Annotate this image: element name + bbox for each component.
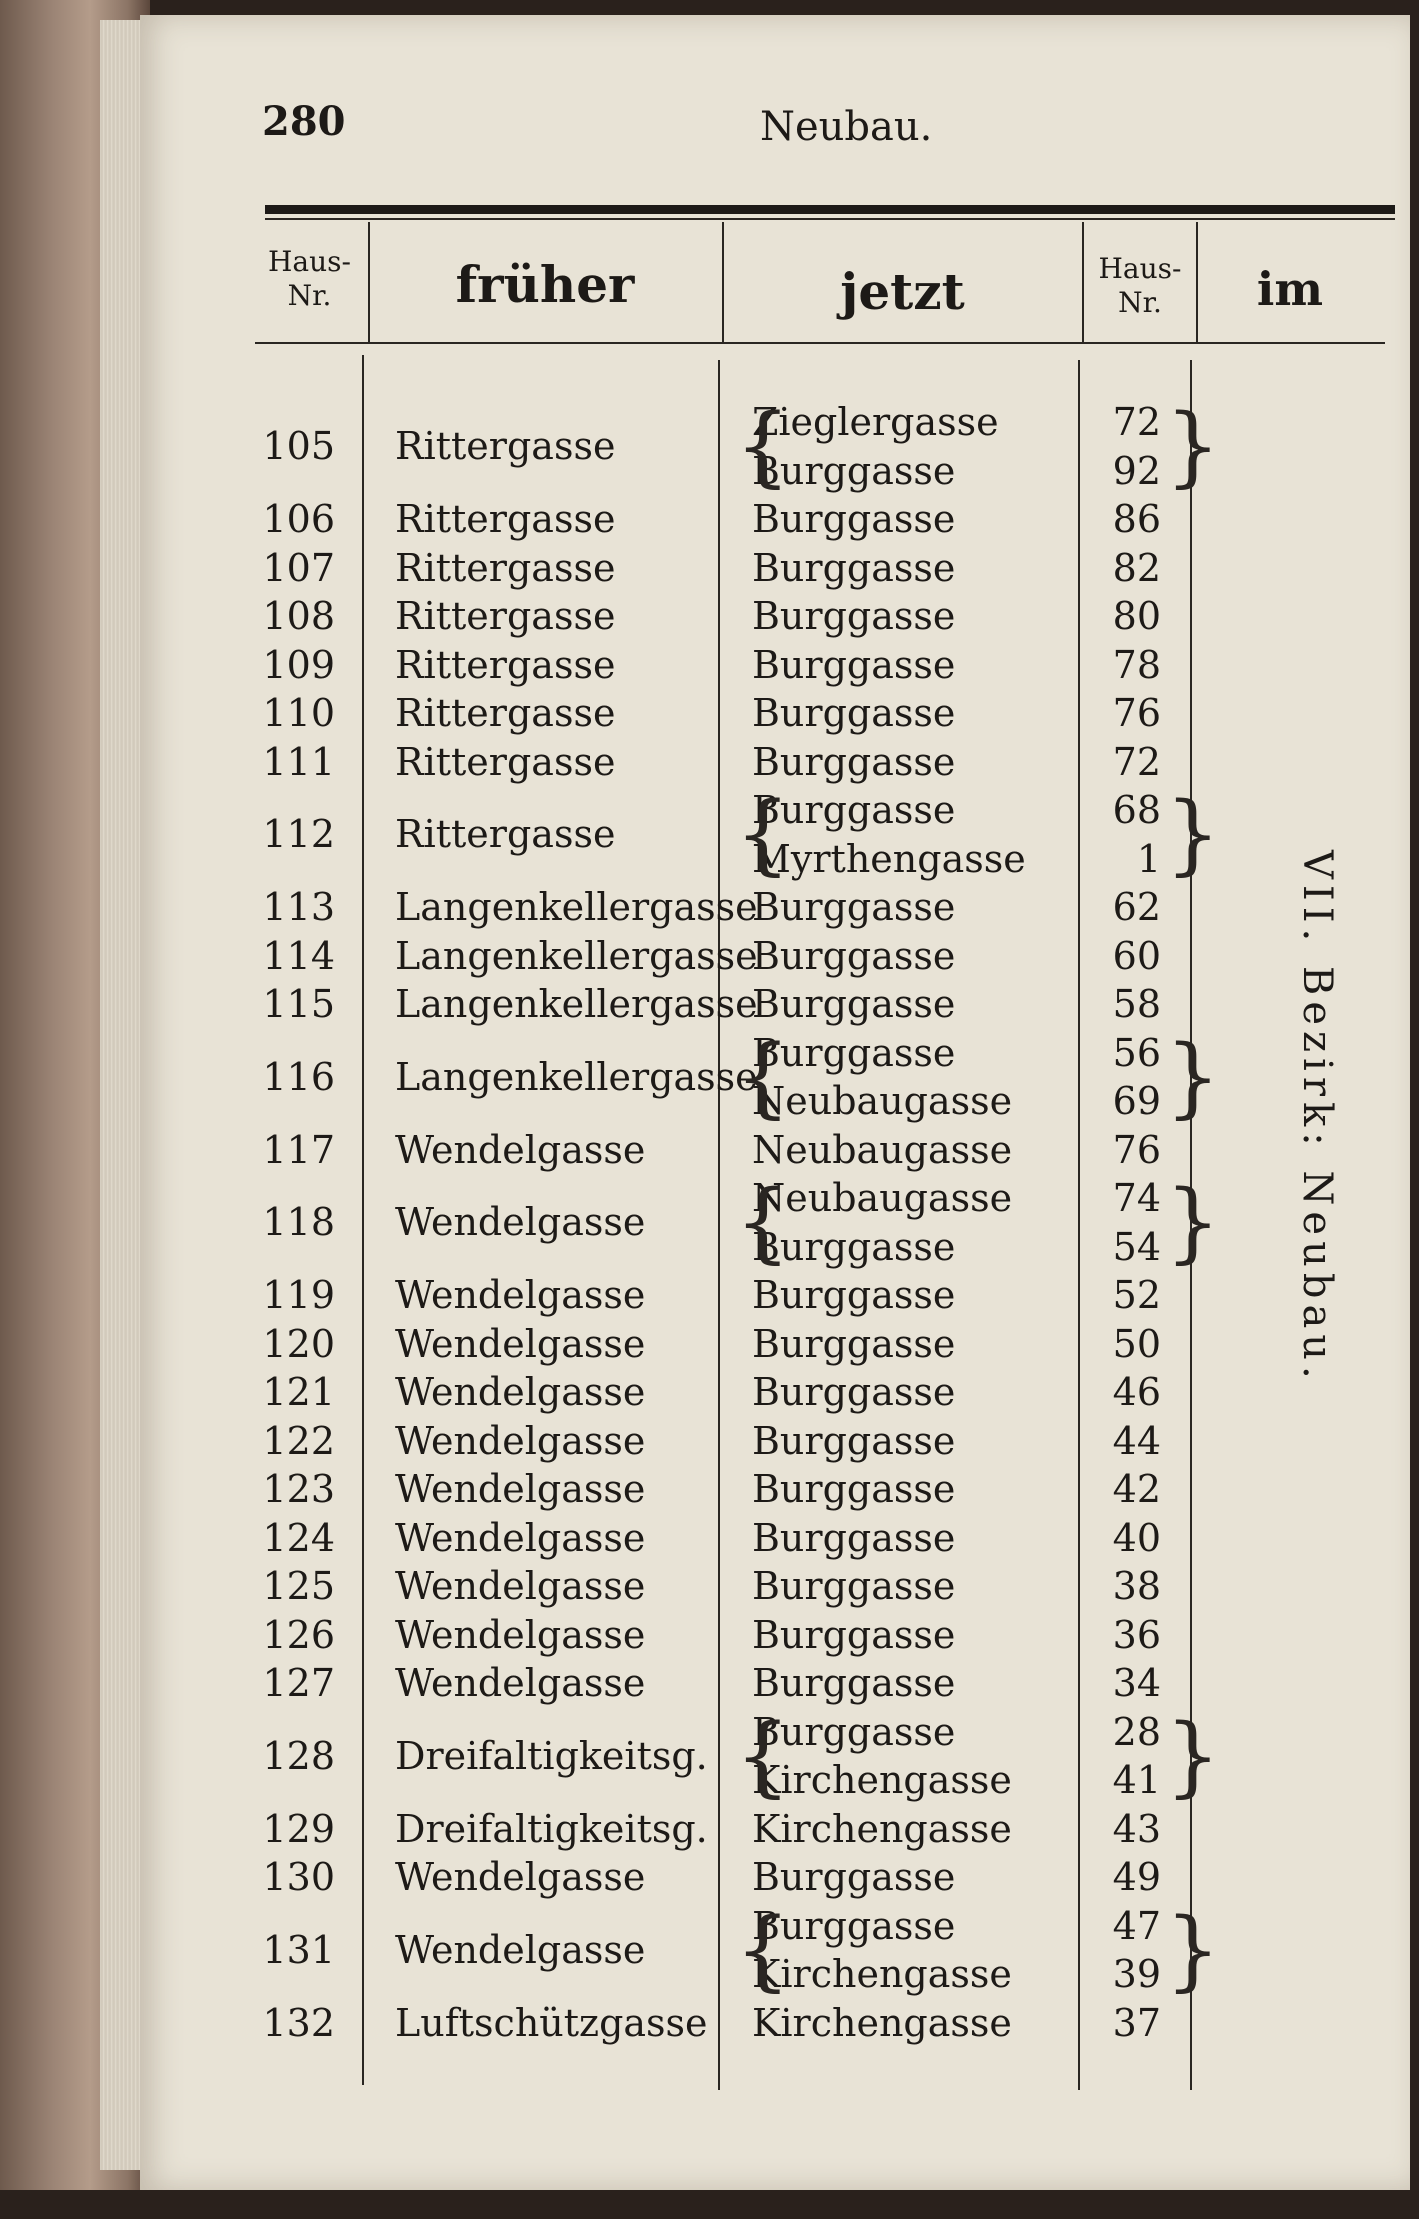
former-street: Rittergasse xyxy=(395,812,616,857)
header-haus-nr-1: Haus-Nr. xyxy=(268,245,351,312)
table-subrow xyxy=(0,1855,1419,1903)
old-house-number: 108 xyxy=(262,594,335,638)
old-house-number: 120 xyxy=(262,1321,335,1366)
table-subrow xyxy=(0,885,1419,933)
current-street: Burggasse xyxy=(752,691,956,735)
old-house-number: 125 xyxy=(262,1564,335,1608)
brace-right: } xyxy=(1165,1704,1221,1807)
new-house-number: 74 xyxy=(1112,1176,1161,1220)
brace-right: } xyxy=(1165,1171,1221,1273)
current-street: Burggasse xyxy=(752,1273,956,1317)
old-house-number: 129 xyxy=(262,1806,335,1851)
former-street: Wendelgasse xyxy=(395,1612,646,1657)
old-house-number: 127 xyxy=(262,1661,335,1705)
new-house-number: 34 xyxy=(1112,1661,1161,1705)
new-house-number: 60 xyxy=(1112,933,1161,978)
new-house-number: 69 xyxy=(1112,1079,1161,1123)
old-house-number: 124 xyxy=(262,1515,335,1560)
table-subrow xyxy=(0,546,1419,594)
brace-right: } xyxy=(1165,1898,1221,2001)
new-house-number: 72 xyxy=(1112,739,1161,784)
table-subrow xyxy=(0,1807,1419,1855)
brace-left: { xyxy=(735,1025,791,1128)
header-rule-bottom xyxy=(255,342,1385,344)
new-house-number: 44 xyxy=(1112,1418,1161,1463)
former-street: Wendelgasse xyxy=(395,1564,646,1608)
current-street: Burggasse xyxy=(752,1418,956,1463)
new-house-number: 82 xyxy=(1112,545,1161,590)
brace-right: } xyxy=(1165,783,1221,885)
new-house-number: 52 xyxy=(1112,1273,1161,1317)
new-house-number: 72 xyxy=(1112,400,1161,444)
table-subrow xyxy=(0,1419,1419,1467)
brace-right: } xyxy=(1165,1025,1221,1128)
new-house-number: 62 xyxy=(1112,885,1161,929)
current-street: Neubaugasse xyxy=(752,1127,1013,1172)
header-divider xyxy=(1196,222,1198,342)
current-street: Burggasse xyxy=(752,1321,956,1366)
new-house-number: 68 xyxy=(1112,788,1161,832)
former-street: Wendelgasse xyxy=(395,1855,646,1899)
current-street: Burggasse xyxy=(752,788,956,832)
former-street: Dreifaltigkeitsg. xyxy=(395,1806,708,1851)
old-house-number: 113 xyxy=(262,885,335,929)
new-house-number: 76 xyxy=(1112,691,1161,735)
current-street: Myrthengasse xyxy=(752,836,1026,881)
current-street: Burggasse xyxy=(752,1515,956,1560)
old-house-number: 117 xyxy=(262,1127,335,1172)
new-house-number: 50 xyxy=(1112,1321,1161,1366)
new-house-number: 47 xyxy=(1112,1903,1161,1948)
former-street: Wendelgasse xyxy=(395,1321,646,1366)
former-street: Langenkellergasse xyxy=(395,933,758,978)
table-subrow xyxy=(0,934,1419,982)
former-street: Wendelgasse xyxy=(395,1467,646,1511)
current-street: Burggasse xyxy=(752,642,956,687)
table-subrow xyxy=(0,1370,1419,1418)
current-street: Neubaugasse xyxy=(752,1079,1013,1123)
new-house-number: 41 xyxy=(1112,1758,1161,1802)
table-subrow xyxy=(0,2001,1419,2049)
header-divider xyxy=(1082,222,1084,342)
old-house-number: 131 xyxy=(262,1927,335,1972)
new-house-number: 1 xyxy=(1136,836,1161,881)
current-street: Kirchengasse xyxy=(752,1806,1012,1851)
header-im: im xyxy=(1256,262,1324,316)
former-street: Rittergasse xyxy=(395,642,616,687)
old-house-number: 111 xyxy=(262,739,335,784)
former-street: Wendelgasse xyxy=(395,1200,646,1245)
header-jetzt: jetzt xyxy=(840,262,965,321)
brace-left: { xyxy=(735,1898,791,2001)
old-house-number: 114 xyxy=(262,933,335,978)
brace-left: { xyxy=(735,395,791,497)
table-subrow xyxy=(0,1467,1419,1515)
current-street: Burggasse xyxy=(752,1370,956,1414)
header-frueher: früher xyxy=(455,255,635,314)
new-house-number: 76 xyxy=(1112,1127,1161,1172)
background-band xyxy=(0,2190,1419,2219)
old-house-number: 106 xyxy=(262,497,335,541)
former-street: Wendelgasse xyxy=(395,1127,646,1172)
header-divider xyxy=(368,222,370,342)
current-street: Burggasse xyxy=(752,448,956,493)
old-house-number: 116 xyxy=(262,1054,335,1099)
new-house-number: 78 xyxy=(1112,642,1161,687)
brace-right: } xyxy=(1165,395,1221,497)
current-street: Burggasse xyxy=(752,1903,956,1948)
table-subrow xyxy=(0,594,1419,642)
old-house-number: 119 xyxy=(262,1273,335,1317)
current-street: Burggasse xyxy=(752,1030,956,1075)
current-street: Burggasse xyxy=(752,1855,956,1899)
new-house-number: 40 xyxy=(1112,1515,1161,1560)
table-subrow xyxy=(0,1322,1419,1370)
old-house-number: 130 xyxy=(262,1855,335,1899)
former-street: Wendelgasse xyxy=(395,1927,646,1972)
district-side-label: VII. Bezirk: Neubau. xyxy=(1294,850,1340,1385)
table-subrow xyxy=(0,1273,1419,1321)
brace-left: { xyxy=(735,1171,791,1273)
header-rule-thick xyxy=(265,205,1395,214)
old-house-number: 112 xyxy=(262,812,335,857)
new-house-number: 49 xyxy=(1112,1855,1161,1899)
current-street: Burggasse xyxy=(752,982,956,1026)
current-street: Zieglergasse xyxy=(752,400,999,444)
former-street: Wendelgasse xyxy=(395,1370,646,1414)
old-house-number: 121 xyxy=(262,1370,335,1414)
current-street: Kirchengasse xyxy=(752,1952,1012,1996)
table-subrow xyxy=(0,643,1419,691)
brace-left: { xyxy=(735,1704,791,1807)
new-house-number: 56 xyxy=(1112,1030,1161,1075)
old-house-number: 115 xyxy=(262,982,335,1026)
new-house-number: 39 xyxy=(1112,1952,1161,1996)
current-street: Burggasse xyxy=(752,497,956,541)
former-street: Wendelgasse xyxy=(395,1661,646,1705)
new-house-number: 58 xyxy=(1112,982,1161,1026)
new-house-number: 38 xyxy=(1112,1564,1161,1608)
current-street: Burggasse xyxy=(752,1709,956,1754)
table-subrow xyxy=(0,1564,1419,1612)
old-house-number: 126 xyxy=(262,1612,335,1657)
old-house-number: 132 xyxy=(262,2000,335,2045)
running-title: Neubau. xyxy=(760,104,933,150)
former-street: Rittergasse xyxy=(395,594,616,638)
table-subrow xyxy=(0,1128,1419,1176)
current-street: Burggasse xyxy=(752,1564,956,1608)
old-house-number: 110 xyxy=(262,691,335,735)
page-number: 280 xyxy=(262,98,346,145)
old-house-number: 109 xyxy=(262,642,335,687)
former-street: Rittergasse xyxy=(395,691,616,735)
new-house-number: 54 xyxy=(1112,1224,1161,1269)
table-subrow xyxy=(0,740,1419,788)
former-street: Langenkellergasse xyxy=(395,885,758,929)
current-street: Burggasse xyxy=(752,1467,956,1511)
new-house-number: 28 xyxy=(1112,1709,1161,1754)
new-house-number: 42 xyxy=(1112,1467,1161,1511)
former-street: Langenkellergasse xyxy=(395,1054,758,1099)
current-street: Burggasse xyxy=(752,933,956,978)
former-street: Wendelgasse xyxy=(395,1515,646,1560)
new-house-number: 86 xyxy=(1112,497,1161,541)
current-street: Burggasse xyxy=(752,1224,956,1269)
current-street: Kirchengasse xyxy=(752,2000,1012,2045)
former-street: Dreifaltigkeitsg. xyxy=(395,1733,708,1778)
old-house-number: 118 xyxy=(262,1200,335,1245)
new-house-number: 92 xyxy=(1112,448,1161,493)
former-street: Langenkellergasse xyxy=(395,982,758,1026)
current-street: Burggasse xyxy=(752,545,956,590)
current-street: Burggasse xyxy=(752,594,956,638)
old-house-number: 107 xyxy=(262,545,335,590)
former-street: Rittergasse xyxy=(395,545,616,590)
header-haus-nr-2: Haus-Nr. xyxy=(1098,252,1182,319)
former-street: Rittergasse xyxy=(395,497,616,541)
header-rule-thin xyxy=(265,218,1395,220)
table-subrow xyxy=(0,1661,1419,1709)
current-street: Burggasse xyxy=(752,885,956,929)
table-subrow xyxy=(0,982,1419,1030)
table-subrow xyxy=(0,1613,1419,1661)
table-subrow xyxy=(0,497,1419,545)
header-divider xyxy=(722,222,724,342)
current-street: Burggasse xyxy=(752,1661,956,1705)
new-house-number: 43 xyxy=(1112,1806,1161,1851)
new-house-number: 80 xyxy=(1112,594,1161,638)
new-house-number: 46 xyxy=(1112,1370,1161,1414)
current-street: Neubaugasse xyxy=(752,1176,1013,1220)
old-house-number: 123 xyxy=(262,1467,335,1511)
current-street: Burggasse xyxy=(752,1612,956,1657)
brace-left: { xyxy=(735,783,791,885)
former-street: Rittergasse xyxy=(395,739,616,784)
old-house-number: 122 xyxy=(262,1418,335,1463)
current-street: Kirchengasse xyxy=(752,1758,1012,1802)
table-subrow xyxy=(0,1516,1419,1564)
new-house-number: 36 xyxy=(1112,1612,1161,1657)
new-house-number: 37 xyxy=(1112,2000,1161,2045)
former-street: Rittergasse xyxy=(395,424,616,469)
former-street: Luftschützgasse xyxy=(395,2000,708,2045)
table-subrow xyxy=(0,691,1419,739)
old-house-number: 128 xyxy=(262,1733,335,1778)
former-street: Wendelgasse xyxy=(395,1273,646,1317)
current-street: Burggasse xyxy=(752,739,956,784)
former-street: Wendelgasse xyxy=(395,1418,646,1463)
old-house-number: 105 xyxy=(262,424,335,469)
